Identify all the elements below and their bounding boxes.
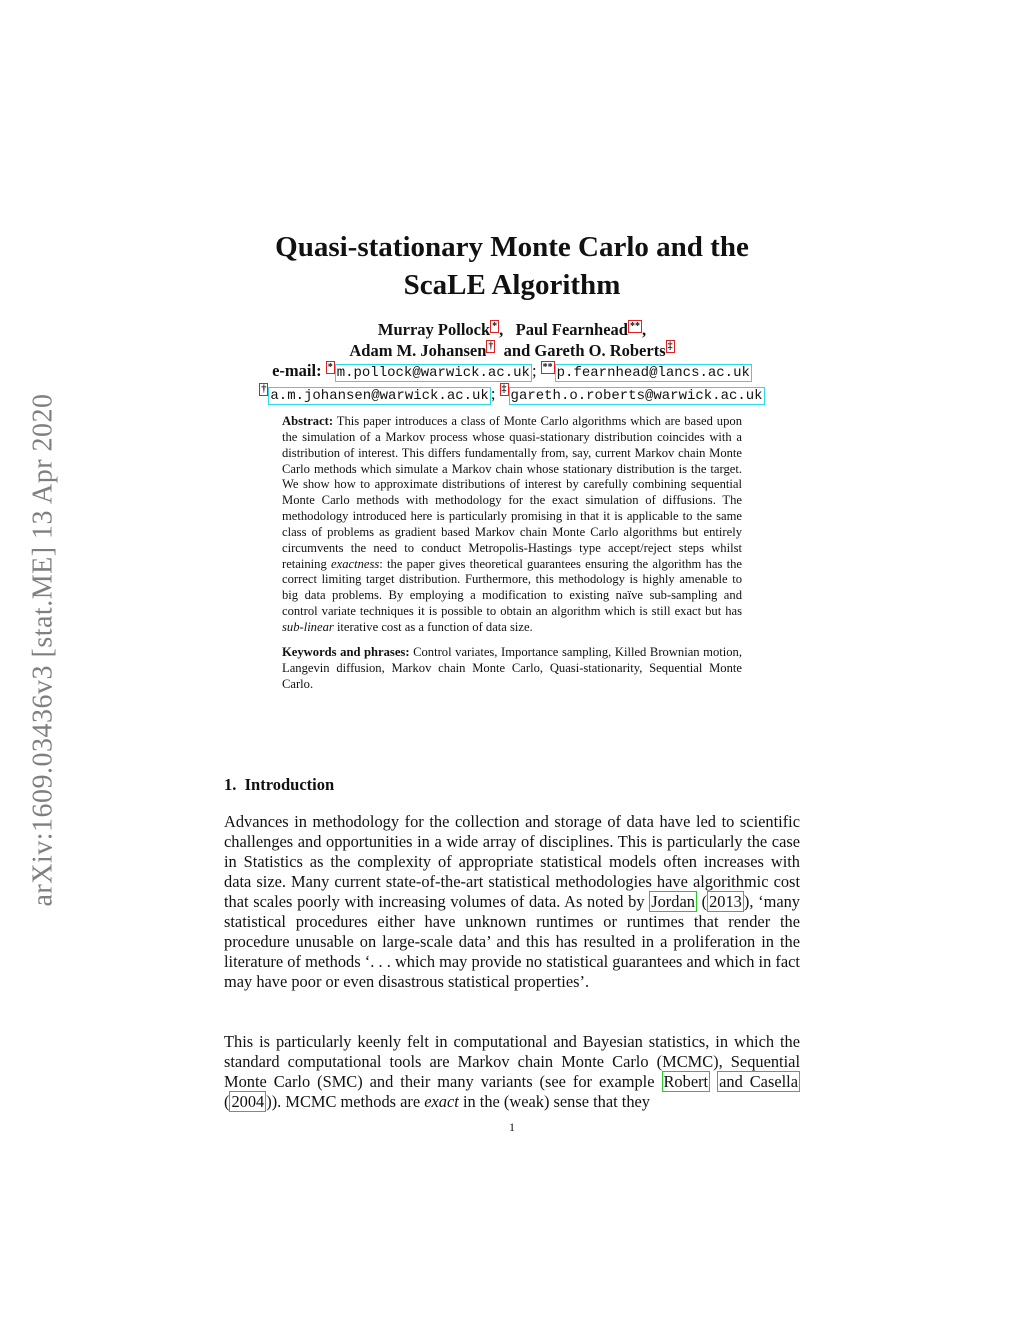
citation-link-robert-casella-year[interactable]: 2004 [231,1092,265,1111]
author-fearnhead: Paul Fearnhead [515,320,628,339]
intro-paragraph-1: Advances in methodology for the collection and storage of data have led to scientific challenges and opportunities in a wide array of disciplines. This is particularly the case in Statistics as the complexity of appropriate statistical models often increases with data size. Many current state-of-the-art statistical methodologies have algorithmic cost that scales poorly with increasing volumes of data. As noted by Jordan ( 2013 ), ‘many statistical procedures either have unknown runtimes or runtimes that render the procedure unusable on large-scale data’ and this has resulted in a proliferation in the literature of methods ‘. . . which may provide no statistical guarantees and which in fact may have poor or even disastrous statistical properties’. [224,812,800,991]
email-link-roberts[interactable]: gareth.o.roberts@warwick.ac.uk [510,387,763,404]
para2-text-a: This is particularly keenly felt in computational and Bayesian statistics, in which the standard computational tools are Markov chain Monte Carlo (MCMC), Sequential Monte Carlo (SMC) and their many variants (see for example [224,1032,800,1091]
footnote-link-johansen[interactable]: † [488,341,494,352]
author-johansen: Adam M. Johansen [349,340,487,360]
email-mark-fearnhead[interactable]: ** [542,361,553,373]
keywords-label: Keywords and phrases: [282,644,410,659]
abstract-text-b: : the paper gives theoretical guarantees ensuring the algorithm has the correct limiting target distribution. Furthermore, this methodology is highly amenable to big data problems. By employing a modification to existing naïve sub-sampling and control variate techniques it is possible to obtain an algorithm which is still exact but has [282,556,742,619]
para2-text-b: ). MCMC methods are [271,1092,421,1111]
title-line-1: Quasi-stationary Monte Carlo and the [275,231,749,263]
para2-emphasis-exact: exact [424,1092,459,1111]
email-link-johansen[interactable]: a.m.johansen@warwick.ac.uk [270,387,489,404]
keywords-text: Control variates, Importance sampling, Killed Brownian motion, Langevin diffusion, Markov chain Monte Carlo, Quasi-stationarity, Sequential Monte Carlo. [282,644,742,691]
citation-link-jordan-year[interactable]: 2013 [709,892,742,911]
footnote-link-fearnhead[interactable]: ** [629,320,640,332]
email-link-pollock[interactable]: m.pollock@warwick.ac.uk [336,365,530,381]
title-line-2: ScaLE Algorithm [403,269,621,301]
citation-link-casella[interactable]: and Casella [719,1072,798,1091]
author-roberts: Gareth O. Roberts [534,340,666,360]
section-number: 1. [224,775,237,794]
author-and: and [503,340,531,360]
keywords-paragraph [282,645,742,693]
abstract-label: Abstract: [282,414,334,428]
page-number: 1 [509,1120,515,1134]
footnote-link-roberts[interactable]: ‡ [667,341,673,352]
footnote-link-pollock[interactable]: * [492,320,498,332]
author-line-2 [215,341,809,362]
para1-text-a: Advances in methodology for the collection and storage of data have led to scientific challenges and opportunities in a wide array of disciplines. This is particularly the case in Statistics as the complexity of appropriate statistical models often increases with data size. Many current state-of-the-art statistical methodologies have algorithmic cost that scales poorly with increasing volumes of data. As noted by [224,812,800,911]
author-line-1: Murray Pollock * , Paul Fearnhead ** , [377,320,647,339]
email-label: e-mail: [272,361,322,380]
paper-title [200,228,824,304]
email-link-fearnhead[interactable]: p.fearnhead@lancs.ac.uk [556,365,750,381]
arxiv-stamp [26,345,62,955]
email-line-2: † a.m.johansen@warwick.ac.uk ; ‡ gareth.o.roberts@warwick.ac.uk [261,383,763,404]
abstract-text-c: iterative cost as a function of data size. [336,619,533,634]
citation-link-jordan[interactable]: Jordan [651,892,695,911]
email-mark-johansen[interactable]: † [261,384,267,395]
abstract-emphasis-sublinear: sub-linear [282,619,334,634]
email-mark-roberts[interactable]: ‡ [501,384,507,395]
abstract-text-a: This paper introduces a class of Monte Carlo algorithms which are based upon the simulation of a Markov process whose quasi-stationary distribution coincides with a distribution of interest. This differs fundamentally from, say, current Markov chain Monte Carlo methods which simulate a Markov chain whose stationary distribution is the target. We show how to approximate distributions of interest by carefully combining sequential Monte Carlo methods with methodology for the exact simulation of diffusions. The methodology introduced here is particularly promising in that it is applicable to the same class of problems as gradient based Markov chain Monte Carlo algorithms but entirely circumvents the need to conduct Metropolis-Hastings type accept/reject steps whilst retaining [282,414,742,571]
para1-text-b: , ‘many statistical procedures either have unknown runtimes or runtimes that render the procedure unusable on large-scale data’ and this has resulted in a proliferation in the literature of methods ‘. . . which may provide no statistical guarantees and which in fact may have poor or even disastrous statistical properties’. [224,892,800,991]
abstract-block [282,414,742,692]
author-block [215,320,809,406]
email-line-1: e-mail: * m.pollock@warwick.ac.uk ; ** p.fearnhead@lancs.ac.uk [272,361,750,381]
section-title: Introduction [244,775,335,794]
intro-paragraph-2: This is particularly keenly felt in computational and Bayesian statistics, in which the standard computational tools are Markov chain Monte Carlo (MCMC), Sequential Monte Carlo (SMC) and their many variants (see for example Robert and Casella ( 2004 )). MCMC methods are exact in the (weak) sense that they [224,1032,800,1111]
para2-text-c: in the (weak) sense that they [462,1092,650,1111]
abstract-emphasis-exactness: exactness [331,556,380,571]
section-heading-introduction [224,775,334,795]
author-pollock: Murray Pollock [377,320,491,339]
abstract-paragraph [282,414,742,636]
arxiv-stamp-text: arXiv:1609.03436v3 [stat.ME] 13 Apr 2020 [28,393,59,907]
email-mark-pollock[interactable]: * [327,361,333,373]
citation-link-robert[interactable]: Robert [663,1072,709,1091]
